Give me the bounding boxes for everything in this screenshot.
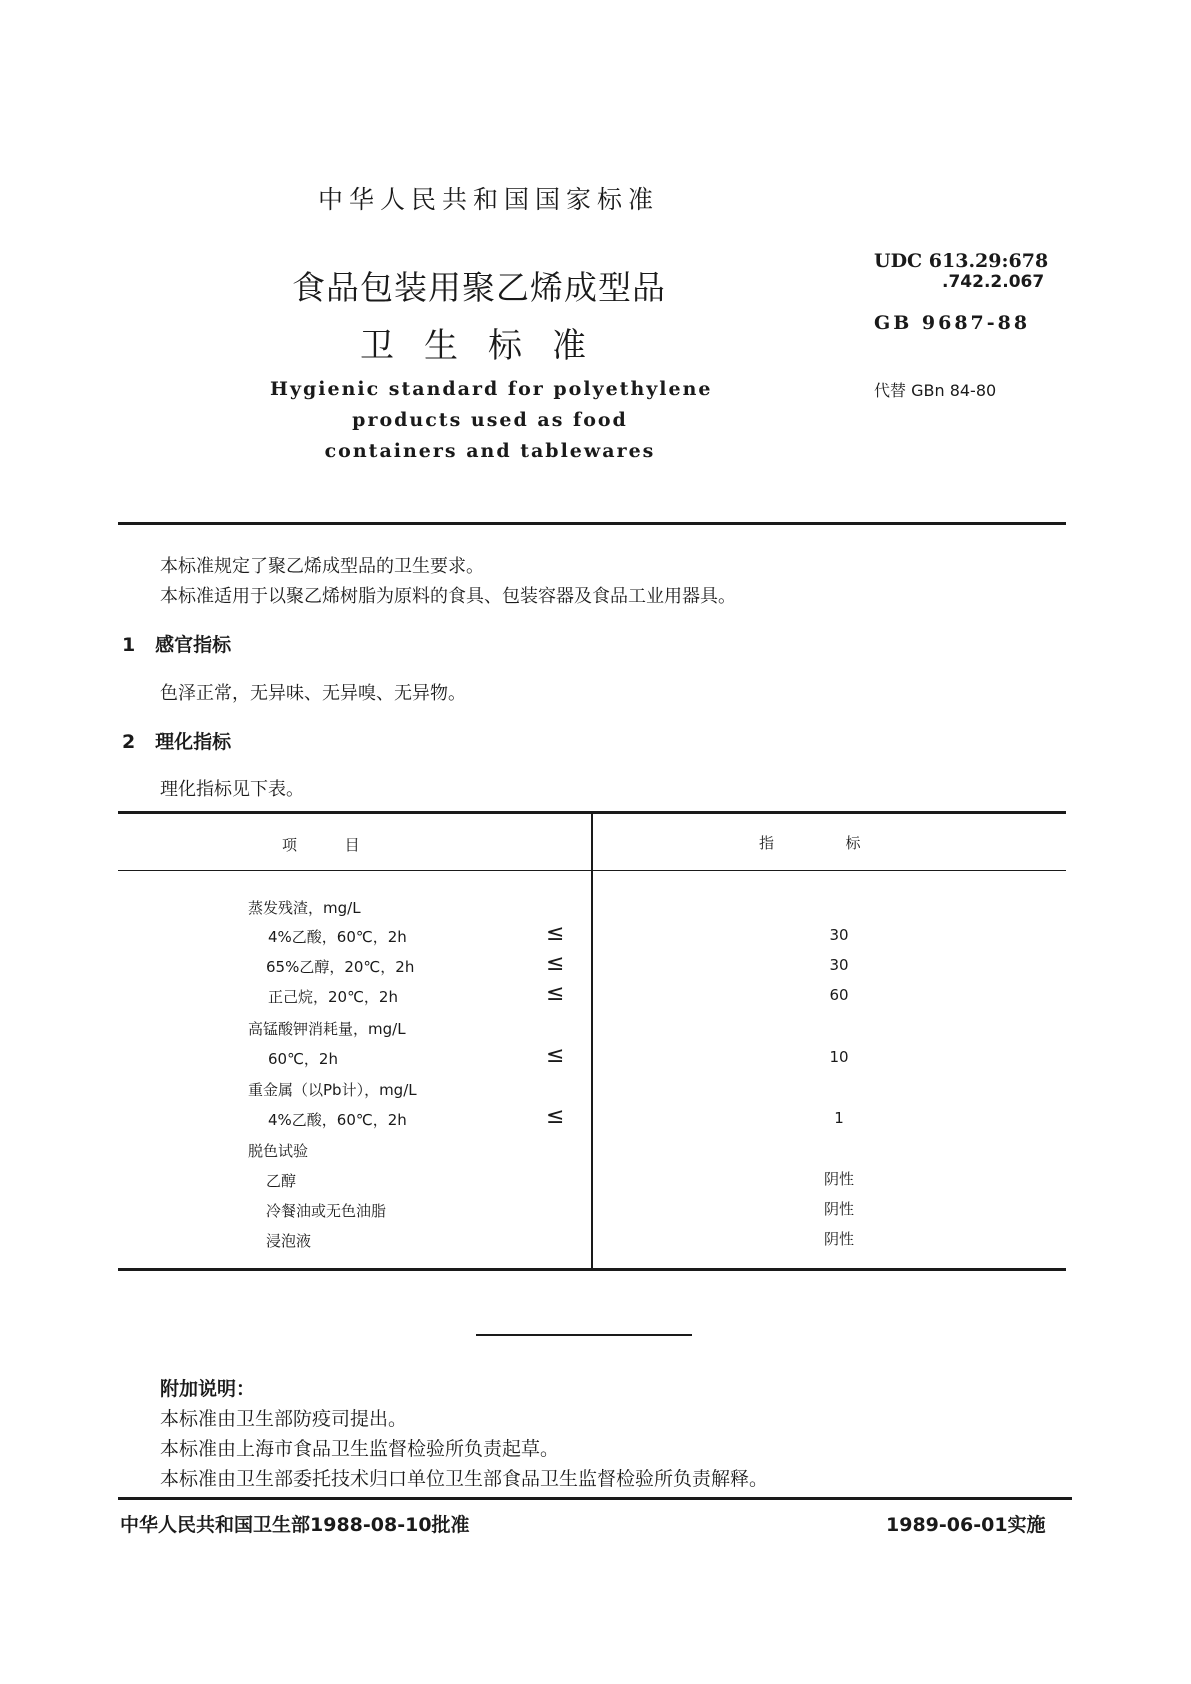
table-row: 乙醇 <box>266 1172 297 1190</box>
table-value: 阴性 <box>823 1230 854 1248</box>
section2-heading <box>122 727 231 754</box>
table-value: 10 <box>829 1048 849 1066</box>
table-row: 重金属（以Pb计），mg/L <box>248 1081 417 1099</box>
table-row: 4%乙酸，60℃，2h <box>268 928 407 946</box>
gb-number: GB 9687-88 <box>874 312 1031 334</box>
less-equal-symbol: ≤ <box>546 1104 565 1129</box>
less-equal-symbol: ≤ <box>546 1043 565 1068</box>
table-row: 蒸发残渣，mg/L <box>248 899 361 917</box>
section2-title: 理化指标 <box>155 731 232 753</box>
table-value: 阴性 <box>823 1200 854 1218</box>
title-en-line2: products used as food <box>352 409 628 431</box>
title-cn-line2: 卫生标准 <box>360 326 616 366</box>
section2-number: 2 <box>122 731 136 753</box>
table-value: 30 <box>829 956 849 974</box>
replaces-standard: 代替 GBn 84-80 <box>874 381 997 400</box>
notes-line1: 本标准由卫生部防疫司提出。 <box>160 1408 408 1430</box>
table-row: 高锰酸钾消耗量，mg/L <box>248 1020 406 1038</box>
section1-heading <box>122 630 231 657</box>
notes-line3: 本标准由卫生部委托技术归口单位卫生部食品卫生监督检验所负责解释。 <box>160 1468 769 1490</box>
intro-line1: 本标准规定了聚乙烯成型品的卫生要求。 <box>160 556 484 577</box>
section1-body: 色泽正常，无异味、无异嗅、无异物。 <box>160 683 466 704</box>
table-row: 脱色试验 <box>248 1142 309 1160</box>
table-column-divider <box>591 813 593 1269</box>
title-cn-line1: 食品包装用聚乙烯成型品 <box>292 268 666 307</box>
section2-body: 理化指标见下表。 <box>160 779 304 800</box>
table-row: 65%乙醇，20℃，2h <box>266 958 415 976</box>
udc-code-cont: .742.2.067 <box>942 272 1045 292</box>
effective-date: 1989-06-01实施 <box>886 1514 1046 1536</box>
udc-code: UDC 613.29:678 <box>874 250 1049 272</box>
notes-line2: 本标准由上海市食品卫生监督检验所负责起草。 <box>160 1438 560 1460</box>
notes-separator <box>476 1334 692 1336</box>
intro-line2: 本标准适用于以聚乙烯树脂为原料的食具、包装容器及食品工业用器具。 <box>160 586 736 607</box>
issuing-authority: 中华人民共和国国家标准 <box>318 185 660 214</box>
table-row: 60℃，2h <box>268 1050 338 1068</box>
section1-number: 1 <box>122 634 136 656</box>
table-row: 正己烷，20℃，2h <box>268 988 398 1006</box>
table-value: 1 <box>834 1109 844 1127</box>
section1-title: 感官指标 <box>155 634 232 656</box>
approval-date: 中华人民共和国卫生部1988-08-10批准 <box>120 1514 470 1536</box>
less-equal-symbol: ≤ <box>546 921 565 946</box>
less-equal-symbol: ≤ <box>546 981 565 1006</box>
table-value: 阴性 <box>823 1170 854 1188</box>
table-value: 60 <box>829 986 849 1004</box>
table-value: 30 <box>829 926 849 944</box>
less-equal-symbol: ≤ <box>546 951 565 976</box>
table-header-index: 指 标 <box>759 834 861 852</box>
footer-rule <box>118 1497 1072 1500</box>
table-row: 冷餐油或无色油脂 <box>266 1202 387 1220</box>
title-en-line3: containers and tablewares <box>324 440 656 462</box>
table-header-item: 项 目 <box>282 836 360 854</box>
header-divider <box>118 522 1066 525</box>
table-row: 4%乙酸，60℃，2h <box>268 1111 407 1129</box>
notes-heading: 附加说明： <box>160 1378 256 1400</box>
title-en-line1: Hygienic standard for polyethylene <box>270 378 713 400</box>
table-row: 浸泡液 <box>266 1232 312 1250</box>
